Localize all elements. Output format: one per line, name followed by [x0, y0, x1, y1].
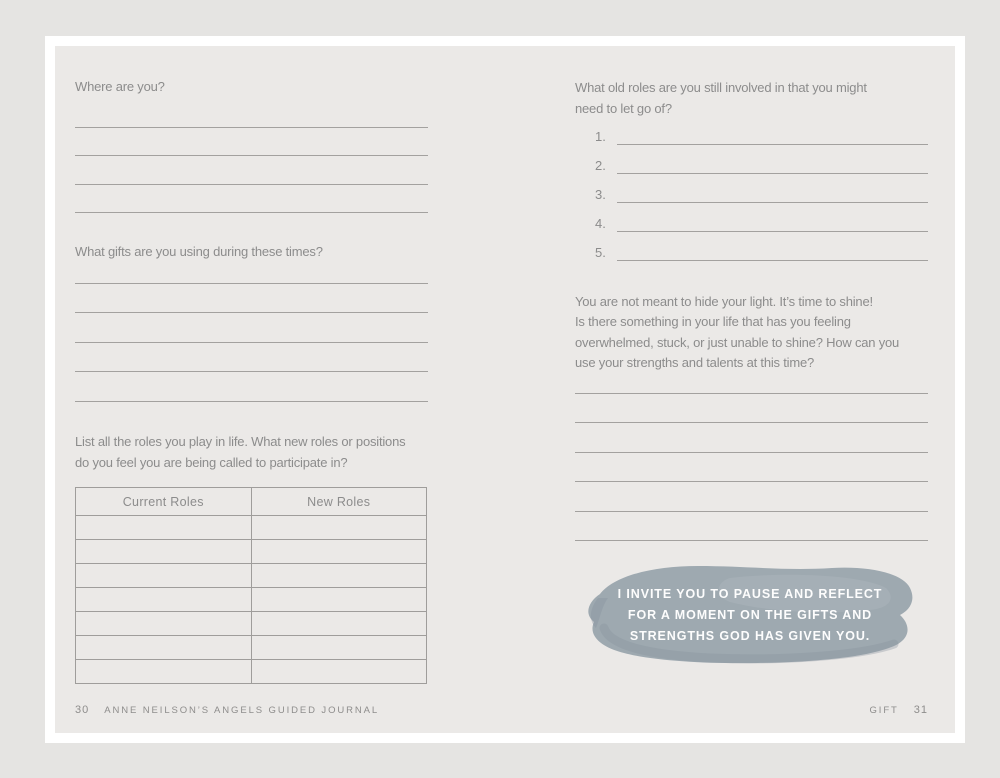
blank-write-line — [75, 313, 428, 343]
blank-write-line — [617, 231, 928, 261]
blank-table-cell — [251, 588, 427, 612]
blank-table-cell — [251, 612, 427, 636]
numbered-line-row — [575, 232, 928, 261]
blank-write-line — [75, 185, 428, 214]
left-footer — [75, 704, 379, 716]
blank-write-line — [75, 284, 428, 314]
question-gifts: What gifts are you using during these times? — [75, 244, 323, 259]
blank-write-line — [75, 343, 428, 373]
table-row — [76, 660, 427, 684]
blank-table-cell — [76, 516, 252, 540]
blank-write-line — [75, 254, 428, 284]
text-line: You are not meant to hide your light. It’s time to shine! — [575, 294, 873, 309]
blank-table-cell — [76, 612, 252, 636]
gifts-answer-lines — [75, 254, 428, 402]
line-number: 1. — [595, 129, 606, 144]
blank-write-line — [575, 394, 928, 424]
right-footer — [870, 704, 929, 716]
blank-write-line — [617, 173, 928, 203]
numbered-line-row — [575, 145, 928, 174]
blank-write-line — [75, 99, 428, 128]
text-line: Is there something in your life that has you feeling — [575, 314, 851, 330]
text-line: STRENGTHS GOD HAS GIVEN YOU. — [629, 629, 871, 643]
blank-table-cell — [251, 660, 427, 684]
left-page-number: 30 — [75, 704, 90, 716]
blank-table-cell — [76, 636, 252, 660]
blank-table-cell — [251, 516, 427, 540]
text-line: use your strengths and talents at this time? — [575, 354, 815, 370]
blank-table-cell — [251, 564, 427, 588]
blank-write-line — [575, 482, 928, 512]
numbered-line-row — [575, 116, 928, 145]
blank-table-cell — [76, 588, 252, 612]
blank-write-line — [575, 453, 928, 483]
blank-write-line — [617, 202, 928, 232]
right-page-number: 31 — [913, 704, 928, 716]
table-row — [76, 612, 427, 636]
blank-write-line — [617, 144, 928, 174]
watercolor-callout — [580, 558, 920, 670]
paper-spread — [55, 46, 955, 733]
text-line: need to let go of? — [575, 101, 672, 116]
numbered-line-row — [575, 203, 928, 232]
numbered-line-row — [575, 174, 928, 203]
text-line: List all the roles you play in life. What new roles or positions — [75, 434, 406, 449]
blank-write-line — [75, 372, 428, 402]
shine-prompt — [575, 292, 899, 373]
line-number: 4. — [595, 216, 606, 231]
question-where: Where are you? — [75, 79, 165, 94]
blank-write-line — [75, 128, 428, 157]
blank-table-cell — [76, 660, 252, 684]
blank-table-cell — [76, 540, 252, 564]
table-row — [76, 540, 427, 564]
blank-write-line — [575, 423, 928, 453]
text-line: What old roles are you still involved in that you might — [575, 80, 867, 95]
callout-text — [580, 584, 920, 647]
table-row — [76, 636, 427, 660]
where-answer-lines — [75, 99, 428, 213]
line-number: 3. — [595, 187, 606, 202]
table-row — [76, 588, 427, 612]
text-line: FOR A MOMENT ON THE GIFTS AND — [627, 608, 873, 622]
text-line: I INVITE YOU TO PAUSE AND REFLECT — [617, 587, 883, 601]
table-row — [76, 516, 427, 540]
blank-write-line — [75, 156, 428, 185]
line-number: 2. — [595, 158, 606, 173]
table-header: Current Roles — [76, 488, 252, 516]
question-roles — [75, 432, 405, 473]
line-number: 5. — [595, 245, 606, 260]
blank-table-cell — [251, 540, 427, 564]
table-row — [76, 564, 427, 588]
old-roles-numbered-lines — [575, 116, 928, 261]
text-line: overwhelmed, stuck, or just unable to shine? How can you — [575, 334, 900, 350]
text-line: do you feel you are being called to participate in? — [75, 454, 348, 470]
roles-table — [75, 487, 427, 684]
blank-write-line — [617, 115, 928, 145]
blank-table-cell — [251, 636, 427, 660]
question-old-roles — [575, 77, 867, 119]
section-title: GIFT — [869, 705, 899, 716]
blank-table-cell — [76, 564, 252, 588]
journal-title: ANNE NEILSON’S ANGELS GUIDED JOURNAL — [104, 705, 380, 716]
blank-write-line — [575, 364, 928, 394]
blank-write-line — [575, 512, 928, 542]
shine-answer-lines — [575, 364, 928, 541]
table-header: New Roles — [251, 488, 427, 516]
